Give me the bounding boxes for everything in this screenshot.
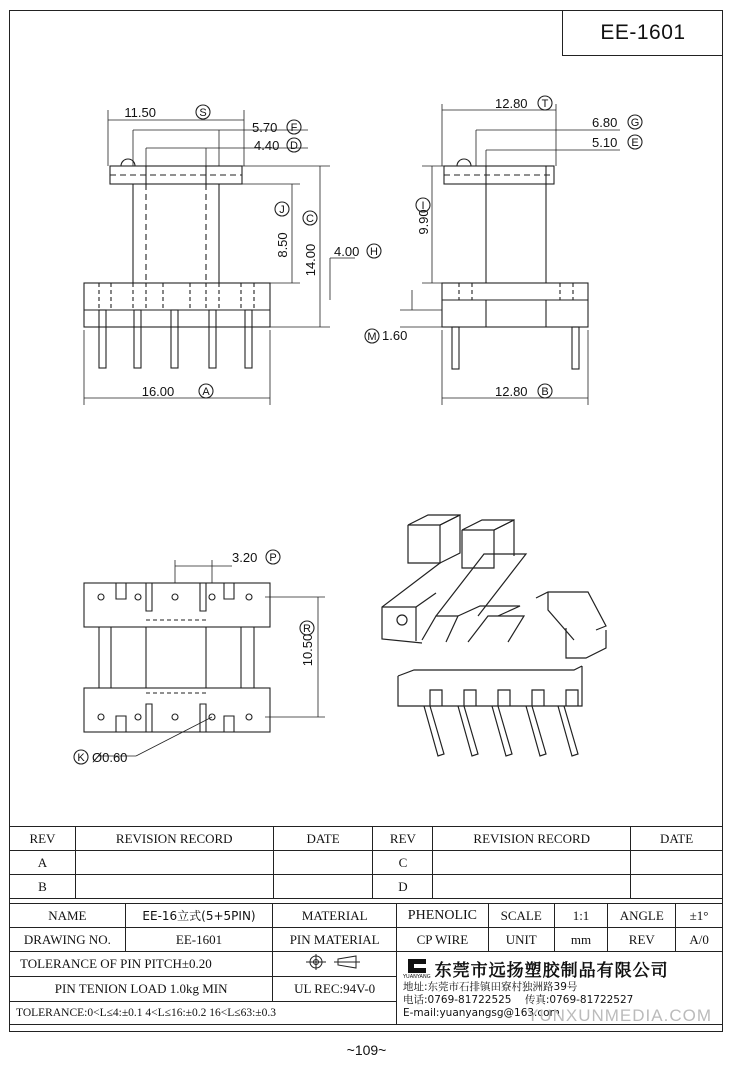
revision-row: [10, 851, 723, 875]
dim-H-value: 4.00: [334, 244, 360, 259]
dim-T-value: 12.80: [495, 96, 528, 111]
marker-A: [199, 384, 213, 398]
rev-header: REV: [10, 827, 76, 851]
dim-F-value: 5.70: [252, 120, 278, 135]
side-view: [400, 104, 620, 405]
dim-M-value: 1.60: [382, 328, 408, 343]
marker-M: [365, 329, 379, 343]
marker-K: [74, 750, 88, 764]
marker-G: [628, 115, 642, 129]
dim-R-value: 10.50: [300, 633, 315, 667]
marker-B: [538, 384, 552, 398]
svg-text:G: G: [630, 117, 640, 129]
marker-T: [538, 96, 552, 110]
title-block-left: [9, 903, 397, 1025]
unit-value: mm: [554, 928, 608, 952]
ul-rec: UL REC:94V-0: [273, 977, 397, 1002]
third-angle-projection-icon: [300, 953, 370, 971]
drawing-no-label: DRAWING NO.: [10, 928, 126, 952]
dim-C-value: 14.00: [303, 243, 318, 277]
dim-letter-markers: [74, 96, 642, 764]
part-number: EE-1601: [600, 20, 686, 44]
page-number: ~109~: [346, 1042, 387, 1058]
rev-value: A/0: [676, 928, 723, 952]
svg-text:I: I: [421, 200, 425, 212]
revision-cell: C: [373, 851, 433, 875]
company-email: E-mail:yuanyangsg@163.com: [403, 1007, 560, 1019]
revision-cell: B: [10, 875, 76, 899]
marker-H: [367, 244, 381, 258]
name-label: NAME: [10, 904, 126, 928]
marker-D: [287, 138, 301, 152]
unit-label: UNIT: [488, 928, 554, 952]
tolerance-pitch: TOLERANCE OF PIN PITCH±0.20: [10, 952, 273, 977]
rev-header: REV: [373, 827, 433, 851]
svg-text:F: F: [290, 122, 298, 134]
revision-cell: [631, 851, 723, 875]
bottom-view: [84, 560, 325, 756]
svg-text:A: A: [202, 386, 210, 398]
company-logo: [403, 958, 431, 980]
projection-symbol: [273, 952, 397, 977]
general-tolerance: TOLERANCE:0<L≤4:±0.1 4<L≤16:±0.2 16<L≤63:±0.3: [10, 1002, 397, 1025]
svg-text:R: R: [303, 623, 311, 635]
dim-G-value: 6.80: [592, 115, 618, 130]
dim-A-value: 16.00: [141, 384, 175, 399]
revision-cell: [75, 851, 273, 875]
dim-J-value: 8.50: [275, 232, 290, 258]
company-name: 东莞市远扬塑胶制品有限公司: [434, 961, 669, 981]
pin-material-value: CP WIRE: [397, 928, 489, 952]
svg-text:S: S: [199, 107, 207, 119]
svg-text:D: D: [290, 140, 298, 152]
dim-S-value: 11.50: [124, 105, 156, 120]
date-header: DATE: [273, 827, 373, 851]
revision-cell: A: [10, 851, 76, 875]
isometric-view: [382, 515, 606, 756]
svg-text:K: K: [77, 752, 85, 764]
svg-text:M: M: [367, 331, 377, 343]
revision-cell: D: [373, 875, 433, 899]
company-block: [397, 952, 723, 1025]
revision-cell: [433, 851, 631, 875]
marker-J: [275, 202, 289, 216]
marker-P: [266, 550, 280, 564]
svg-text:B: B: [541, 386, 549, 398]
scale-value: 1:1: [554, 904, 608, 928]
drawing-no-value: EE-1601: [125, 928, 273, 952]
marker-I: [416, 198, 430, 212]
dim-B-value: 12.80: [495, 384, 528, 399]
angle-label: ANGLE: [608, 904, 676, 928]
dim-I-value: 9.90: [416, 209, 431, 235]
svg-text:C: C: [306, 213, 314, 225]
revision-row: [10, 875, 723, 899]
yuanyang-logo-icon: [406, 958, 428, 974]
revision-cell: [75, 875, 273, 899]
revision-record-header: REVISION RECORD: [75, 827, 273, 851]
company-fax: 传真:0769-81722527: [524, 994, 634, 1006]
dim-K-value: Ø0.60: [92, 750, 128, 765]
logo-text: YUANYANG: [403, 973, 431, 980]
marker-S: [196, 105, 210, 119]
scale-label: SCALE: [488, 904, 554, 928]
material-value: PHENOLIC: [397, 904, 489, 928]
revision-cell: [273, 875, 373, 899]
revision-record-header: REVISION RECORD: [433, 827, 631, 851]
pin-tenion-load: PIN TENION LOAD 1.0kg MIN: [10, 977, 273, 1002]
company-address: 地址:东莞市石排镇田寮村独洲路39号: [403, 981, 578, 993]
watermark: YUNXUNMEDIA.COM: [526, 1006, 712, 1025]
dim-D-value: 4.40: [254, 138, 280, 153]
revision-cell: [273, 851, 373, 875]
svg-text:H: H: [370, 246, 378, 258]
name-value: EE-16立式(5+5PIN): [125, 904, 273, 928]
svg-text:E: E: [631, 137, 639, 149]
dim-P-value: 3.20: [232, 550, 258, 565]
revision-table: [9, 826, 723, 899]
svg-text:J: J: [279, 204, 285, 216]
marker-C: [303, 211, 317, 225]
marker-F: [287, 120, 301, 134]
material-label: MATERIAL: [273, 904, 397, 928]
revision-cell: [433, 875, 631, 899]
company-phone: 电话:0769-81722525: [403, 994, 512, 1006]
marker-R: [300, 621, 314, 635]
revision-cell: [631, 875, 723, 899]
pin-material-label: PIN MATERIAL: [273, 928, 397, 952]
svg-text:T: T: [541, 98, 549, 110]
date-header: DATE: [631, 827, 723, 851]
rev-label: REV: [608, 928, 676, 952]
title-block-right: [396, 903, 723, 1025]
svg-text:P: P: [269, 552, 277, 564]
marker-E: [628, 135, 642, 149]
angle-value: ±1°: [676, 904, 723, 928]
dim-E-value: 5.10: [592, 135, 618, 150]
